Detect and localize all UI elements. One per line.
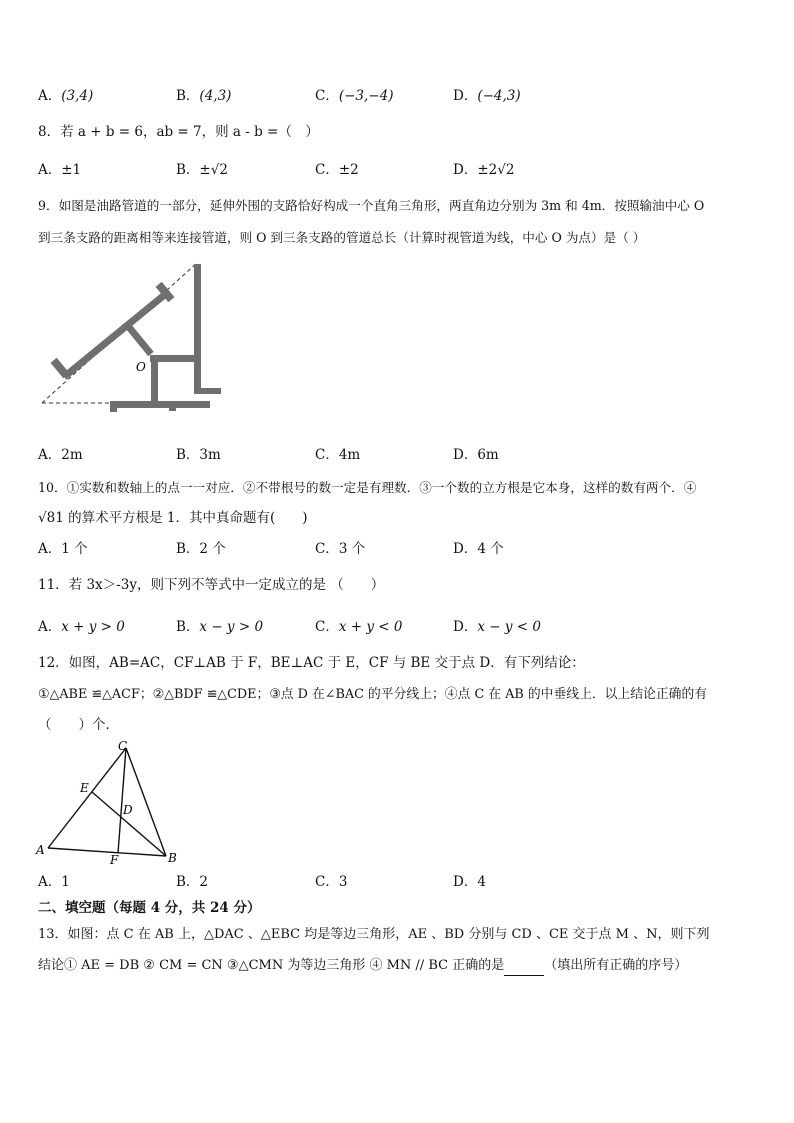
q13-stem-line1: 13．如图：点 C 在 AB 上，△DAC 、△EBC 均是等边三角形，AE 、BD 分别与 CD 、CE 交于点 M 、N，则下列 (38, 927, 710, 942)
q13-stem-line2-text: 结论① AE = DB ② CM = CN ③△CMN 为等边三角形 ④ MN // BC 正确的是 (38, 958, 505, 973)
q12-segment-ac (48, 748, 126, 848)
q9-vertical-pipe (194, 264, 201, 394)
q12-option-b: B．2 (176, 874, 209, 890)
q12-stem-line3: （ ）个． (38, 717, 119, 733)
q7-option-d: D．(−4,3) (453, 88, 521, 104)
q11-stem: 11．若 3x＞-3y，则下列不等式中一定成立的是 （ ） (38, 577, 385, 593)
q12-label-a: A (36, 843, 45, 857)
q12-stem-line2: ①△ABE ≌△ACF；②△BDF ≌△CDE；③点 D 在∠BAC 的平分线上；④点 C 在 AB 的中垂线上．以上结论正确的有 (38, 687, 708, 702)
q11-option-a: A．x + y > 0 (38, 619, 125, 635)
q12-label-c: C (118, 739, 128, 753)
q13-answer-blank[interactable] (504, 961, 544, 976)
q9-stem-line2: 到三条支路的距离相等来连接管道，则 O 到三条支路的管道总长（计算时视管道为线，中心 O 为点）是（ ） (38, 230, 646, 245)
q9-option-d: D．6m (453, 447, 499, 463)
q9-base-stub-left (110, 401, 117, 412)
q12-segment-bc (126, 748, 166, 856)
q9-base-stub-mid (169, 401, 176, 411)
q11-option-b: B．x − y > 0 (176, 619, 264, 635)
q12-label-f: F (110, 853, 119, 866)
q8-option-d: D．±2√2 (453, 162, 515, 178)
q9-label-o: O (136, 360, 146, 374)
q12-segment-ab (48, 848, 166, 856)
q9-option-a: A．2m (38, 447, 83, 463)
q7-option-a: A．(3,4) (38, 88, 94, 104)
q12-label-d: D (123, 803, 133, 817)
q12-option-c: C．3 (315, 874, 348, 890)
q11-option-c: C．x + y < 0 (315, 619, 403, 635)
q9-base-pipe (110, 401, 210, 408)
q8-option-b: B．±√2 (176, 162, 228, 178)
q12-triangle-figure (30, 736, 190, 866)
q12-stem-line1: 12．如图，AB=AC，CF⊥AB 于 F，BE⊥AC 于 E，CF 与 BE 交于点 D．有下列结论： (38, 655, 585, 671)
q10-option-d: D．4 个 (453, 541, 504, 557)
q9-option-c: C．4m (315, 447, 361, 463)
q10-option-c: C．3 个 (315, 541, 366, 557)
q12-label-e: E (80, 781, 89, 795)
q7-option-b: B．(4,3) (176, 88, 232, 104)
q9-stem-line1: 9．如图是油路管道的一部分，延伸外围的支路恰好构成一个直角三角形，两直角边分别为 3m 和 4m．按照输油中心 O (38, 198, 705, 213)
q9-pipe-o-diagonal (128, 326, 151, 354)
q13-stem-line2 (38, 956, 687, 976)
q8-option-a: A．±1 (38, 162, 82, 178)
q10-option-b: B．2 个 (176, 541, 226, 557)
q8-option-c: C．±2 (315, 162, 359, 178)
q9-diagonal-stub-left (51, 358, 70, 378)
q12-segment-be (92, 792, 166, 856)
q12-segment-cf (118, 748, 126, 853)
q12-option-d: D．4 (453, 874, 486, 890)
q12-option-a: A．1 (38, 874, 70, 890)
q9-right-stub (201, 388, 221, 394)
q12-label-b: B (168, 851, 177, 865)
q10-stem-line1: 10．①实数和数轴上的点一一对应．②不带根号的数一定是有理数．③一个数的立方根是它本身，这样的数有两个．④ (38, 480, 697, 495)
q10-stem-line2: √81 的算术平方根是 1．其中真命题有( ) (38, 510, 308, 526)
q9-pipe-o-base (151, 358, 158, 402)
q8-stem: 8．若 a + b = 6，ab = 7，则 a - b =（ ） (38, 124, 319, 140)
q7-option-c: C．(−3,−4) (315, 88, 394, 104)
q11-option-d: D．x − y < 0 (453, 619, 541, 635)
q9-pipeline-figure (36, 262, 236, 412)
q10-option-a: A．1 个 (38, 541, 88, 557)
q9-option-b: B．3m (176, 447, 221, 463)
section2-title: 二、填空题（每题 4 分，共 24 分） (38, 900, 261, 916)
q13-stem-line2-suffix: （填出所有正确的序号） (544, 958, 688, 973)
